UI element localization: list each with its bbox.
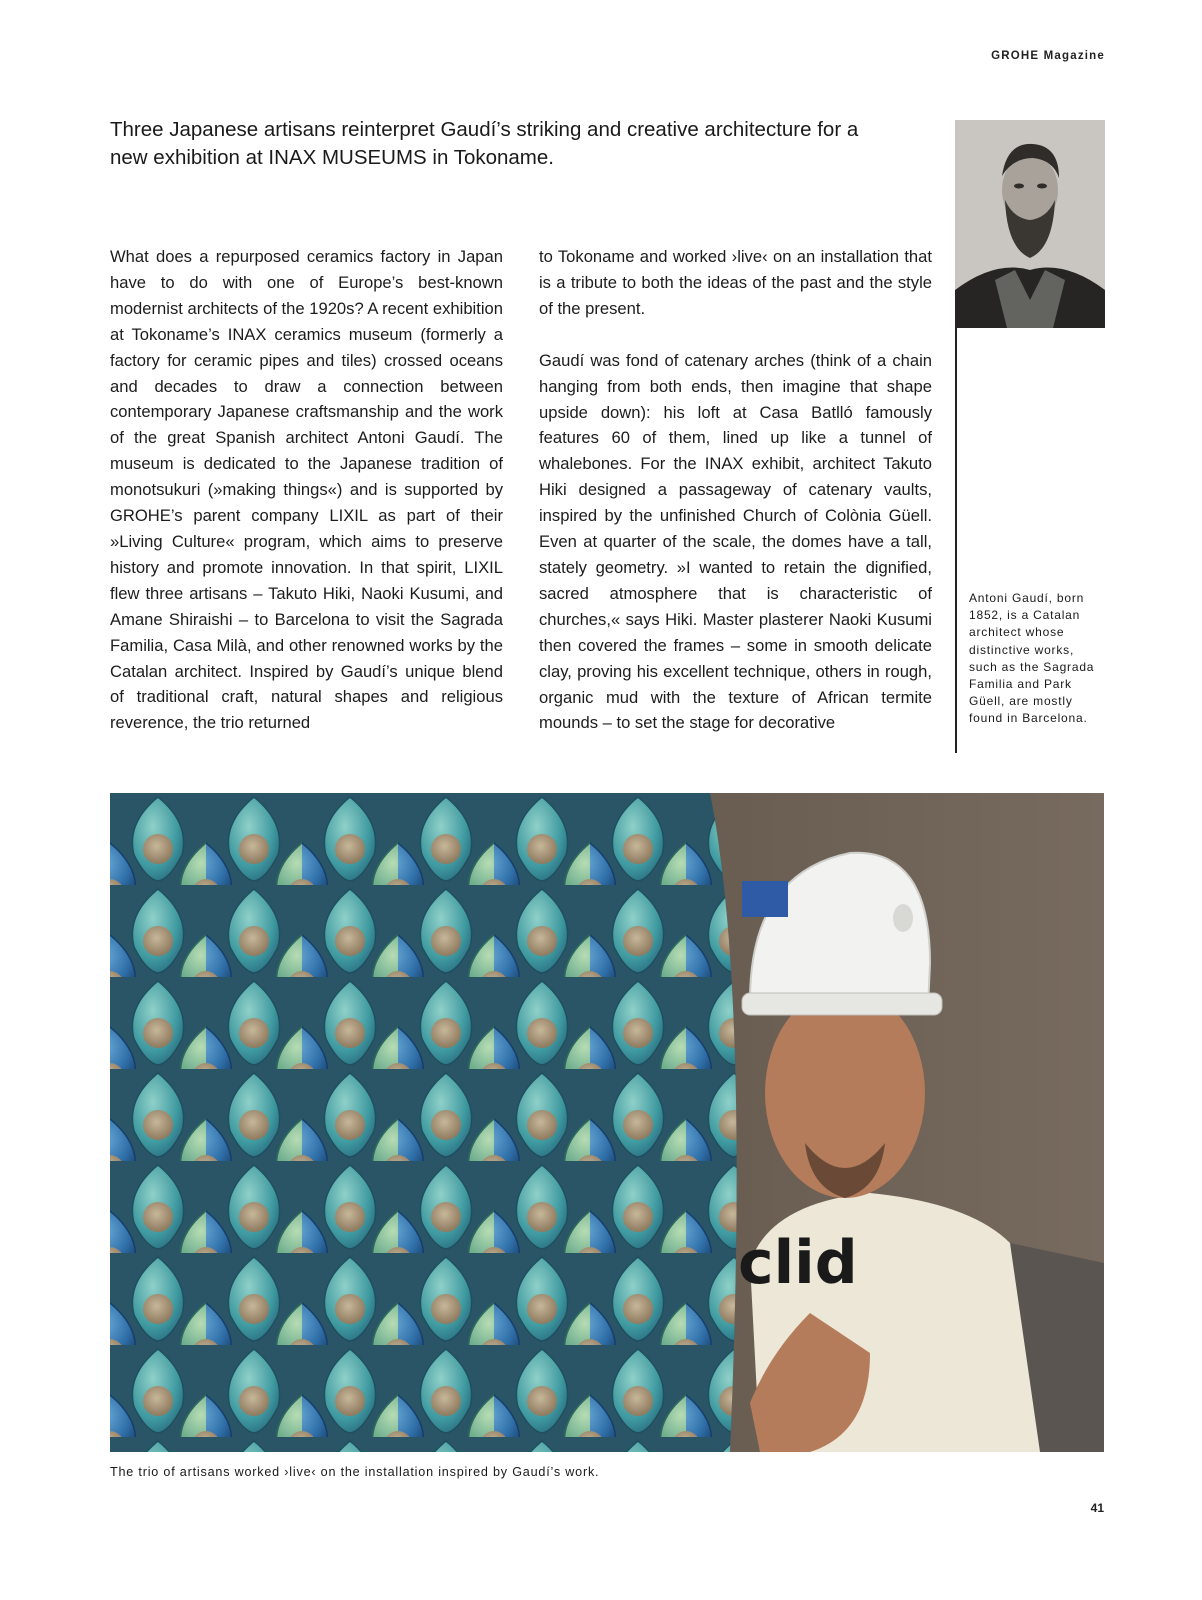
shirt-print-text: clid xyxy=(738,1228,858,1298)
photo-illustration xyxy=(110,793,1104,1452)
body-column-right xyxy=(539,244,932,736)
portrait-illustration xyxy=(955,120,1105,328)
intro-text: Three Japanese artisans reinterpret Gaudí’s striking and creative architecture for a new exhibition at INAX MUSEUMS in Tokoname. xyxy=(110,118,859,169)
body-column-left xyxy=(110,244,503,736)
helmet-badge xyxy=(742,881,788,917)
portrait-caption: Antoni Gaudí, born 1852, is a Catalan architect whose distinctive works, such as the Sagrada Familia and Park Güell, are mostly found in Barcelona. xyxy=(969,591,1095,726)
page-number: 41 xyxy=(1090,1501,1104,1515)
body-paragraph: What does a repurposed ceramics factory in Japan have to do with one of Europe’s best-known modernist architects of the 1920s? A recent exhibition at Tokoname’s INAX ceramics museum (formerly a factory for ceramic pipes and tiles) crossed oceans and decades to draw a connection between contemporary Japanese craftsmanship and the work of the great Spanish architect Antoni Gaudí. The museum is dedicated to the Japanese tradition of monotsukuri (»making things«) and is supported by GROHE’s parent company LIXIL as part of their »Living Culture« program, which aims to preserve history and promote innovation. In that spirit, LIXIL flew three artisans – Takuto Hiki, Naoki Kusumi, and Amane Shiraishi – to Barcelona to visit the Sagrada Familia, Casa Milà, and other renowned works by the Catalan architect. Inspired by Gaudí’s unique blend of traditional craft, natural shapes and religious reverence, the trio returned xyxy=(110,247,503,733)
artisan-photo xyxy=(110,793,1104,1452)
gaudi-portrait-image xyxy=(955,120,1105,328)
photo-caption: The trio of artisans worked ›live‹ on the installation inspired by Gaudí’s work. xyxy=(110,1465,600,1479)
body-paragraph: to Tokoname and worked ›live‹ on an installation that is a tribute to both the ideas of the past and the style of the present. xyxy=(539,247,932,318)
body-paragraph: Gaudí was fond of catenary arches (think of a chain hanging from both ends, then imagine that shape upside down): his loft at Casa Batlló famously features 60 of them, lined up like a tunnel of whalebones. For the INAX exhibit, architect Takuto Hiki designed a passageway of catenary vaults, inspired by the unfinished Church of Colònia Güell. Even at quarter of the scale, the domes have a tall, stately geometry. »I wanted to retain the dignified, sacred atmosphere that is characteristic of churches,« says Hiki. Master plasterer Naoki Kusumi then covered the frames – some in smooth delicate clay, proving his excellent technique, others in rough, organic mud with the texture of African termite mounds – to set the stage for decorative xyxy=(539,350,932,733)
sidebar-rule xyxy=(955,328,957,753)
magazine-title: GROHE Magazine xyxy=(991,50,1105,62)
